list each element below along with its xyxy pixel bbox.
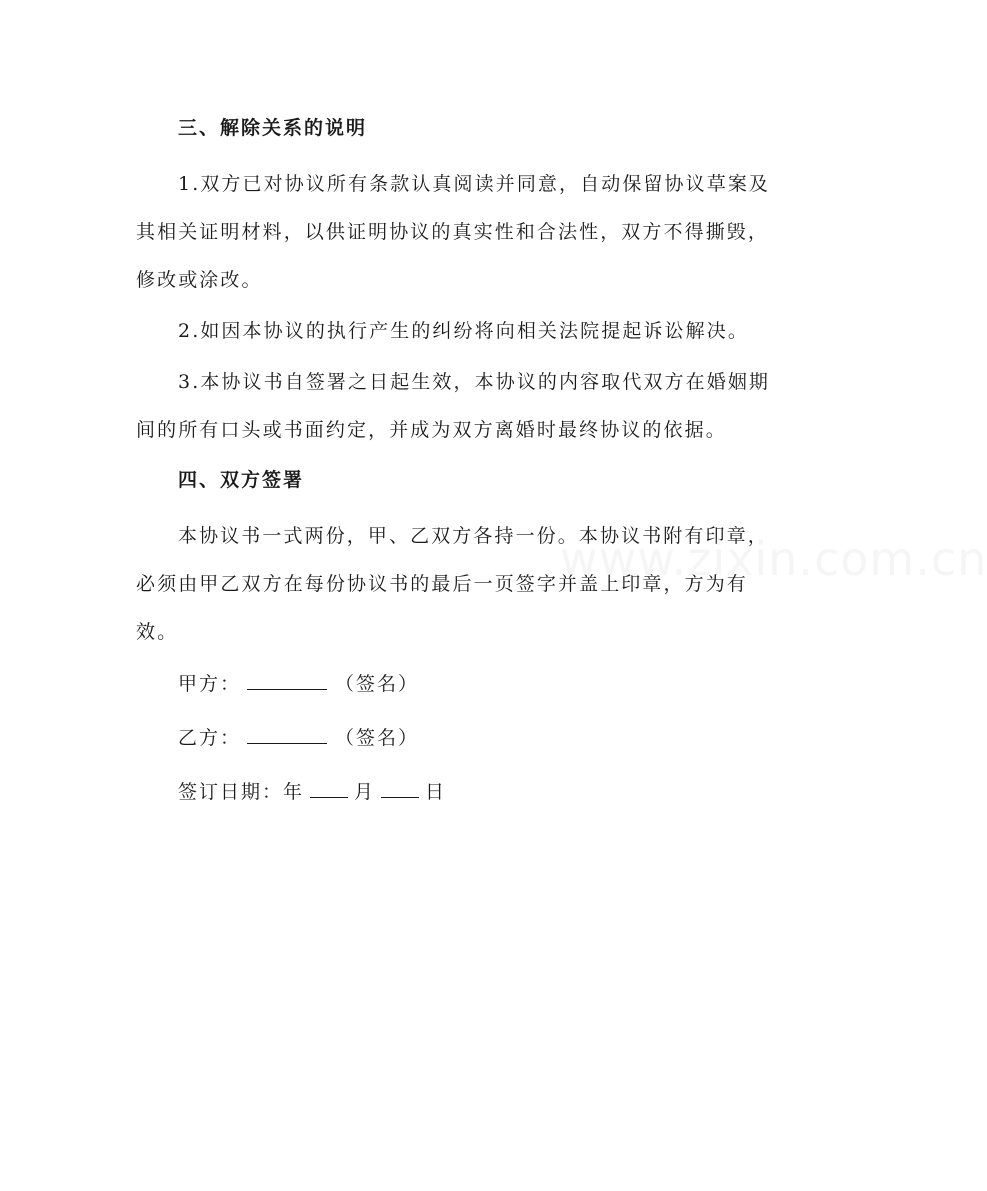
clause-3: 3.本协议书自签署之日起生效，本协议的内容取代双方在婚姻期间的所有口头或书面约定，并成为双方离婚时最终协议的依据。 (136, 371, 771, 441)
party-a-signature-line (178, 660, 786, 708)
date-year-label: 年 (283, 781, 305, 803)
document-body (136, 108, 786, 822)
date-day-blank[interactable] (381, 779, 419, 798)
section-heading-signatures: 四、双方签署 (178, 469, 305, 491)
signing-date-line (178, 768, 786, 816)
date-label: 签订日期： (178, 781, 284, 803)
clause-2: 2.如因本协议的执行产生的纠纷将向相关法院提起诉讼解决。 (178, 320, 749, 342)
party-b-signature-blank[interactable] (247, 725, 327, 744)
date-month-label: 月 (354, 781, 376, 803)
party-a-label: 甲方： (178, 673, 242, 695)
party-a-signature-blank[interactable] (247, 671, 327, 690)
date-day-label: 日 (425, 781, 447, 803)
date-month-blank[interactable] (310, 779, 348, 798)
party-a-sign-note: （签名） (335, 673, 420, 695)
watermark-text: www.zixin.com.cn (560, 532, 987, 586)
signature-instructions: 本协议书一式两份，甲、乙双方各持一份。本协议书附有印章，必须由甲乙双方在每份协议书的最后一页签字并盖上印章，方为有效。 (136, 525, 769, 643)
section-heading-termination: 三、解除关系的说明 (178, 117, 368, 139)
party-b-sign-note: （签名） (335, 727, 420, 749)
party-b-signature-line (178, 714, 786, 762)
party-b-label: 乙方： (178, 727, 242, 749)
clause-1: 1.双方已对协议所有条款认真阅读并同意，自动保留协议草案及其相关证明材料，以供证明协议的真实性和合法性，双方不得撕毁，修改或涂改。 (136, 173, 771, 291)
